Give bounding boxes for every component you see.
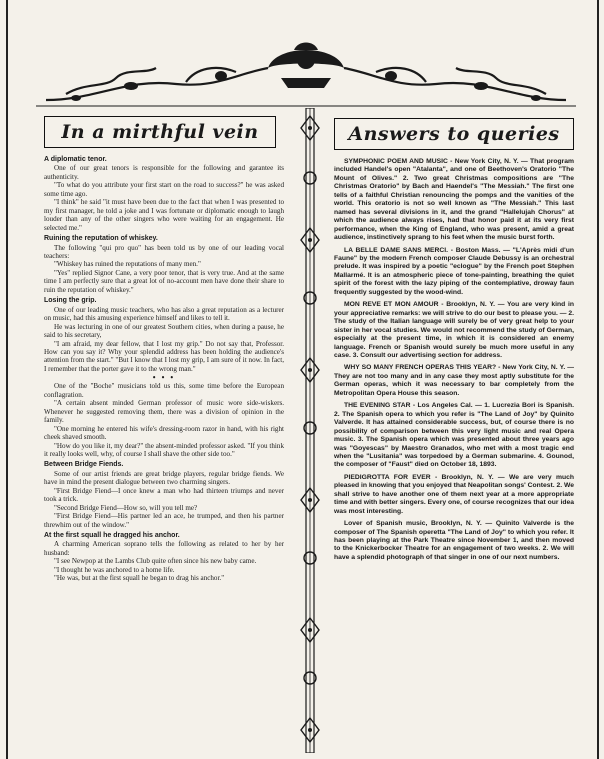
- paragraph: One of our great tenors is responsible for the following and garantee its authenticity.: [44, 164, 284, 181]
- paragraph: One of the "Boche" musicians told us this, some time before the European conflagration.: [44, 382, 284, 399]
- left-column: [44, 116, 284, 583]
- paragraph: "He was, but at the first squall he began to drag his anchor.": [54, 574, 225, 583]
- paragraph: "I thought he was anchored to a home life.: [54, 565, 175, 574]
- left-column-title: In a mirthful vein: [44, 116, 276, 148]
- paragraph: "To what do you attribute your first start on the road to success?" he was asked some time ago.: [44, 181, 284, 198]
- header-ornament: [36, 38, 576, 108]
- answer-paragraph: PIEDIGROTTA FOR EVER - Brooklyn, N. Y. — We are very much pleased in knowing that you enjoyed that Neapolitan songs' Contest. 2. We shall strive to have another one of them next year at a more appropriate time and with better singers. Every one, of course recognizes that our idea was most interesting.: [334, 473, 575, 515]
- paragraph: Some of our artist friends are great bridge players, regular bridge fiends. We have in mind the present dialogue between two charming singers.: [44, 469, 284, 487]
- paragraph: "Yes" replied Signor Cane, a very poor tenor, that is very true. And at the same time I am perfectly sure that a great lot of no-account men have done their share to ruin the reputation of whiskey.": [44, 268, 284, 294]
- section-heading: Ruining the reputation of whiskey.: [44, 235, 158, 243]
- paragraph: "Whiskey has ruined the reputations of many men.": [54, 260, 201, 269]
- page-border-right: [597, 0, 599, 759]
- column-divider-ornament: [297, 108, 323, 753]
- paragraph: "I am afraid, my dear fellow, that I lost my grip." Do not say that, Professor. How can you say it? Why your splendid address has been holding the audience's attention from the start." "But I know that I lost my grip, I am sure of it now. In fact, I remember that the porter gave it to the wrong man.": [44, 339, 284, 373]
- paragraph: "First Bridge Fiend—I once knew a man who had thirteen triumps and never took a trick.: [44, 486, 284, 504]
- answer-paragraph: LA BELLE DAME SANS MERCI. - Boston Mass. — "L'Après midi d'un Faune" by the modern French composer Claude Debussy is an orchestral prelude. It was inspired by a poetic "eclogue" by the French poet Stephen Mallarmé. It is an atmospheric piece of tone-painting, breathing the quiet spirit of the forest with the lazy piping of the contemplative, droway faun frequently suggested by the wood-wind.: [334, 246, 574, 296]
- paragraph: "One morning he entered his wife's dressing-room razor in hand, with his right cheek shaved smooth.: [44, 424, 284, 442]
- answer-paragraph: THE EVENING STAR - Los Angeles Cal. — 1. Lucrezia Bori is Spanish. 2. The Spanish opera to which you refer is "The Land of Joy" by Quinito Valverde. It has attained considerable success, but, of course there is no possibility of comparison between this very light music and real Opera music. 3. The Spanish opera which was presented about three years ago was "Goyescas" by Maestro Granados, who met with a most tragic end when the "Lusitania" was torpedoed by a German submarine. 4. Gounod, the composer of "Faust" died on October 18, 1893.: [334, 402, 574, 469]
- section-heading: Between Bridge Fiends.: [44, 461, 124, 469]
- answer-paragraph: Lover of Spanish music, Brooklyn, N. Y. — Quinito Valverde is the composer of The Spanish operetta "The Land of Joy" to which you refer. It has been playing at the Park Theatre since November 1, and then moved to the Knickerbocker Theatre for an engagement of two weeks. 2. We will have a splendid photograph of that singer in one of our next numbers.: [334, 520, 574, 561]
- right-column: [334, 118, 574, 566]
- paragraph: The following "qui pro quo" has been told us by one of our leading vocal teachers:: [44, 243, 284, 260]
- paragraph: One of our leading music teachers, who has also a great reputation as a lecturer on music, had this amusing experience himself and likes to tell it.: [44, 305, 284, 323]
- paragraph: "First Bridge Fiend—His partner led an ace, he trumped, and then his partner threwhim out of the window.": [44, 512, 284, 529]
- paragraph: He was lecturing in one of our greatest Southern cities, when during a pause, he said to his secretary,: [44, 322, 284, 340]
- answer-paragraph: WHY SO MANY FRENCH OPERAS THIS YEAR? - New York City, N. Y. — They are not too many and in any case they most aptly substitute for the German operas, which it was necessary to bar completely from the Metropolitan Opera House this season.: [334, 364, 574, 397]
- paragraph: "I think" he said "it must have been due to the fact that when I was presented to my first manager, he told a joke and I was fortunate or diplomatic enough to laugh louder than any of the other singers who were waiting for an engagement. He selected me.": [44, 198, 284, 232]
- paragraph: "I see Newpop at the Lambs Club quite often since his new baby came.: [54, 557, 257, 566]
- paragraph: "Second Bridge Fiend—How so, will you tell me?: [54, 503, 198, 512]
- section-heading: At the first squall he dragged his anchor.: [44, 532, 180, 540]
- section-heading: Losing the grip.: [44, 297, 97, 305]
- answer-paragraph: MON REVE ET MON AMOUR - Brooklyn, N. Y. — You are very kind in your appreciative remarks: we will strive to do our best to please you. — 2. The study of the Italian language will surely be of very great help to your sister in her vocal studies. We would not recommend the study of German, especially at the present time, in which it is considered an enemy language. French or Spanish would surely be much more useful in any case. 3. Consult our advertising section for address.: [334, 301, 574, 359]
- right-column-title: Answers to queries: [334, 118, 574, 150]
- answer-paragraph: SYMPHONIC POEM AND MUSIC - New York City, N. Y. — That program included Handel's open "Atalanta", and one of Beethoven's Oratorio "The Mount of Olives." 2. Two great Christmas compositions are "The Christmas Oratorio" by Bach and Haendel's "The Messiah." The first one tells of a faithful Christian renouncing the pomps and the vanities of the world. This oratorio is not so well known as "The Messiah." This last named has several divisions in it, and the grand "Hallelujah Chorus" at which the audience always rises, had that honor paid it at its very first performance, when the King of England, who was present, amid a great audience, instinctively sprang to his feet when the music burst forth.: [334, 158, 574, 242]
- page-border-left: [6, 0, 8, 759]
- section-heading: A diplomatic tenor.: [44, 156, 107, 163]
- paragraph: A charming American soprano tells the following as related to her by her husband:: [44, 540, 284, 557]
- paragraph: "A certain absent minded German professor of music wore side-wiskers. Whenever he suggested removing them, there was a division of opinion in the family.: [44, 399, 284, 425]
- section-separator: • • •: [152, 373, 176, 383]
- paragraph: "How do you like it, my dear?" the absent-minded professor asked. "If you think it really looks well, why, of course I shall shave the other side too.": [44, 441, 284, 458]
